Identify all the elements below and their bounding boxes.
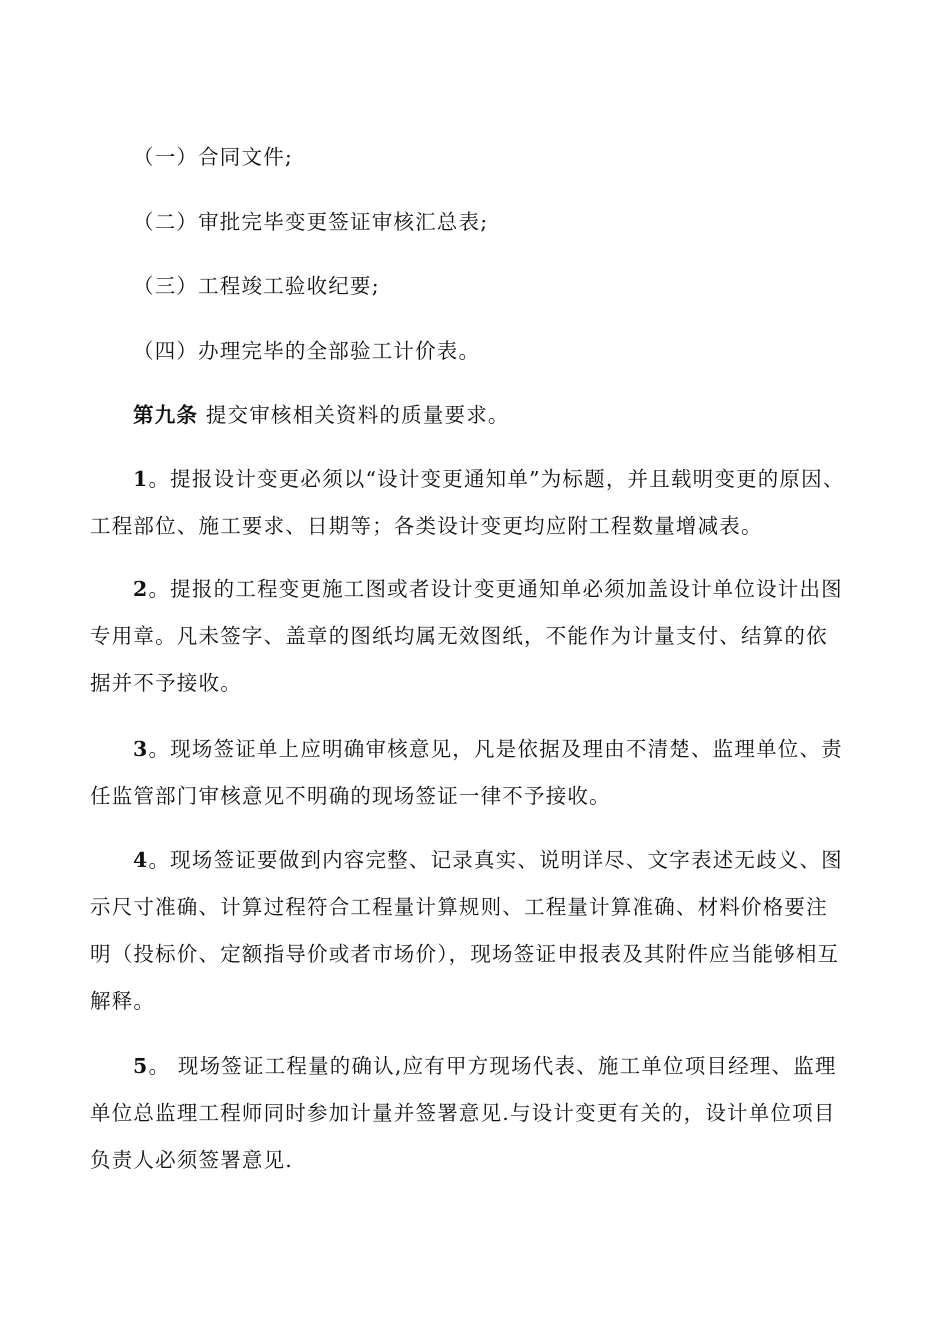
paragraph-2-number: 2 [133, 577, 149, 601]
paragraph-5-text-1: 。 现场签证工程量的确认,应有甲方现场代表、施工单位项目经理、监理 [148, 1054, 837, 1078]
paragraph-2-line-2: 专用章。凡未签字、盖章的图纸均属无效图纸，不能作为计量支付、结算的依 [90, 624, 828, 648]
paragraph-3-text-1: 。现场签证单上应明确审核意见，凡是依据及理由不清楚、监理单位、责 [148, 737, 843, 761]
list-item-2: （二）审批完毕变更签证审核汇总表; [133, 210, 489, 234]
paragraph-4-line-1 [133, 848, 923, 872]
paragraph-1-line-2: 工程部位、施工要求、日期等；各类设计变更均应附工程数量增减表。 [90, 514, 763, 538]
paragraph-3-line-1 [133, 737, 923, 761]
paragraph-2-text-1: 。提报的工程变更施工图或者设计变更通知单必须加盖设计单位设计出图 [148, 577, 843, 601]
paragraph-5-line-1 [133, 1054, 923, 1078]
paragraph-4-line-4: 解释。 [90, 989, 156, 1013]
paragraph-5-line-2: 单位总监理工程师同时参加计量并签署意见.与设计变更有关的，设计单位项目 [90, 1101, 836, 1125]
list-item-1: （一）合同文件; [133, 145, 294, 169]
paragraph-4-line-2: 示尺寸准确、计算过程符合工程量计算规则、工程量计算准确、材料价格要注 [90, 895, 828, 919]
paragraph-2-line-3: 据并不予接收。 [90, 671, 242, 695]
article-9 [133, 403, 923, 427]
paragraph-2-line-1 [133, 577, 923, 601]
paragraph-5-number: 5 [133, 1054, 149, 1078]
paragraph-3-number: 3 [133, 737, 149, 761]
paragraph-1-text-1: 。提报设计变更必须以“设计变更通知单”为标题，并且载明变更的原因、 [148, 467, 845, 491]
paragraph-4-line-3: 明（投标价、定额指导价或者市场价），现场签证申报表及其附件应当能够相互 [90, 942, 840, 966]
list-item-3: （三）工程竣工验收纪要; [133, 274, 380, 298]
paragraph-3-line-2: 任监管部门审核意见不明确的现场签证一律不予接收。 [90, 784, 611, 808]
paragraph-4-number: 4 [133, 848, 149, 872]
paragraph-5-line-3: 负责人必须签署意见. [90, 1148, 294, 1172]
paragraph-4-text-1: 。现场签证要做到内容完整、记录真实、说明详尽、文字表述无歧义、图 [148, 848, 843, 872]
article-9-heading: 第九条 [133, 403, 199, 427]
paragraph-1-number: 1 [133, 467, 149, 491]
list-item-4: （四）办理完毕的全部验工计价表。 [133, 339, 481, 363]
article-9-text: 提交审核相关资料的质量要求。 [198, 403, 510, 427]
paragraph-1-line-1 [133, 467, 923, 491]
